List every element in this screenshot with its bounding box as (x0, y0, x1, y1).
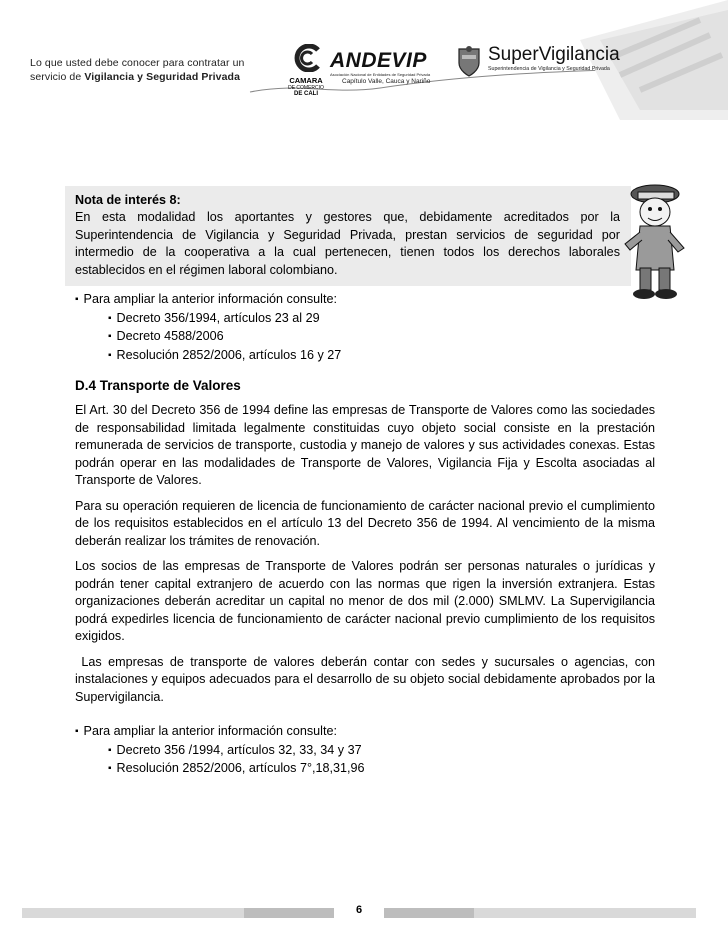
camara-icon (288, 44, 324, 72)
nota-content (75, 192, 620, 279)
section-paragraph: Los socios de las empresas de Transporte de Valores podrán ser personas naturales o jurídicas y podrán tener capital extranjero de acuerdo con las normas que rigen la inversión extranjera. Estas organizaciones deberán acreditar un capital no menor de dos mil (2.000) SMLMV. La Supervigilancia podrá expedirles licencia de funcionamiento de carácter nacional previo cumplimiento de los requisitos exigidos. (75, 559, 655, 643)
footer-bar-left (22, 908, 244, 918)
header-line2-bold: Vigilancia y Seguridad Privada (84, 71, 241, 83)
consult1-item: ▪ Decreto 356/1994, artículos 23 al 29 (108, 310, 620, 329)
header-line1: Lo que usted debe conocer para contratar un (30, 57, 245, 69)
header-line2 (30, 70, 244, 84)
footer-bar-left-dark (244, 908, 334, 918)
nota-body: En esta modalidad los aportantes y gestores que, debidamente acreditados por la Superintendencia de Vigilancia y Seguridad Privada, prestan servicios de seguridad por intermedio de la cooperativa a la cual pertenecen, tienen todos los derechos laborales establecidos en el régimen laboral colombiano. (75, 210, 620, 277)
consult1-intro: ▪ Para ampliar la anterior información consulte: (75, 291, 620, 310)
consult-block-2 (75, 723, 620, 779)
super-label: SuperVigilancia (488, 44, 620, 65)
camara-sub2: DE CALI (294, 91, 318, 97)
consult1-item: ▪ Decreto 4588/2006 (108, 328, 620, 347)
section-paragraph: Para su operación requieren de licencia de funcionamiento de carácter nacional previo el cumplimiento de los requisitos establecidos en el artículo 13 del Decreto 356 de 1994. Al vencimiento de la misma deberán realizar los trámites de renovación. (75, 498, 655, 548)
andevip-label: ANDEVIP (330, 49, 427, 72)
supervigilancia-logo (488, 44, 620, 73)
footer-bar-right (474, 908, 696, 918)
andevip-chapter: Capítulo Valle, Cauca y Nariño (342, 78, 431, 85)
section-d4 (75, 378, 659, 706)
shield-icon (456, 45, 482, 79)
guard-mascot-illustration (620, 178, 690, 302)
header-title (30, 56, 244, 84)
camara-logo (285, 44, 327, 98)
footer-bar-right-dark (384, 908, 474, 918)
consult2-item: ▪ Decreto 356 /1994, artículos 32, 33, 34 y 37 (108, 742, 620, 761)
consult2-item: ▪ Resolución 2852/2006, artículos 7°,18,31,96 (108, 760, 620, 779)
camara-sub1: DE COMERCIO (288, 85, 324, 91)
consult-block-1 (75, 291, 620, 365)
camara-label: CAMARA (289, 76, 323, 85)
page-number: 6 (355, 904, 363, 916)
andevip-logo (330, 50, 448, 86)
super-sub: Superintendencia de Vigilancia y Seguridad Privada (488, 66, 610, 72)
consult1-item: ▪ Resolución 2852/2006, artículos 16 y 27 (108, 347, 620, 366)
nota-title: Nota de interés 8: (75, 193, 181, 207)
andevip-sub: Asociación Nacional de Entidades de Seguridad Privada (330, 72, 431, 77)
section-title: D.4 Transporte de Valores (75, 378, 241, 393)
consult2-intro: ▪ Para ampliar la anterior información consulte: (75, 723, 620, 742)
section-paragraph: Las empresas de transporte de valores deberán contar con sedes y sucursales o agencias, con instalaciones y equipos adecuados para el desarrollo de su objeto social debidamente aprobados por la Supervigilancia. (75, 654, 659, 704)
header-line2-prefix: servicio de (30, 71, 85, 83)
section-paragraph: El Art. 30 del Decreto 356 de 1994 define las empresas de Transporte de Valores como las sociedades de responsabilidad limitada legalmente constituidas cuyo objeto social consiste en la prestación remunerada de servicios de transporte, custodia y manejo de valores y sus actividades conexas. Estas podrán operar en las modalidades de Transporte de Valores, Vigilancia Fija y Escolta asociadas al Transporte de Valores. (75, 403, 655, 487)
